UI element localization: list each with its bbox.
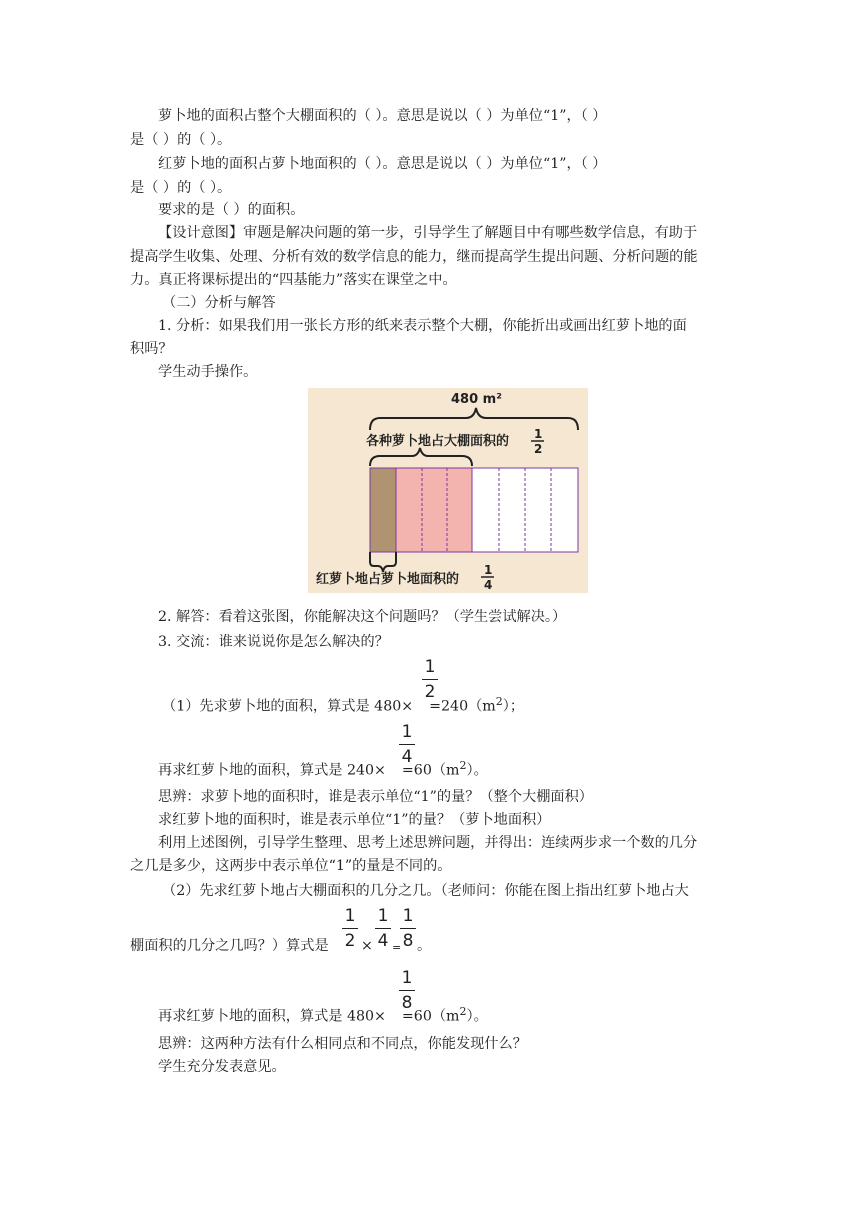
red-radish-frac-den: 4 xyxy=(484,578,493,592)
text-line: 之几是多少，这两步中表示单位“1”的量是不同的。 xyxy=(130,858,452,874)
numerator: 1 xyxy=(344,906,356,926)
formula-line xyxy=(158,1000,758,1029)
radish-frac-den: 2 xyxy=(534,442,543,456)
fraction-bar xyxy=(342,928,358,929)
formula-text: 棚面积的几分之几吗？）算式是 xyxy=(130,938,329,954)
text-line: 1. 分析：如果我们用一张长方形的纸来表示整个大棚，你能折出或画出红萝卜地的面 xyxy=(158,318,687,334)
formula-text: 再求红萝卜地的面积，算式是 480× xyxy=(158,1008,386,1025)
numerator: 1 xyxy=(402,906,414,926)
fraction xyxy=(398,722,416,767)
fraction xyxy=(374,906,392,951)
denominator: 8 xyxy=(401,993,413,1013)
total-brace xyxy=(370,408,578,430)
fraction xyxy=(398,968,416,1013)
total-label: 480 m² xyxy=(451,392,502,407)
period: 。 xyxy=(417,938,432,954)
text-line: 利用上述图例，引导学生整理、思考上述思辨问题，并得出：连续两步求一个数的几分 xyxy=(158,835,698,851)
red-radish-frac-num: 1 xyxy=(484,563,493,577)
formula-text: ）。 xyxy=(466,762,488,779)
formula-text: ）； xyxy=(502,698,525,715)
design-intent: 【设计意图】审题是解决问题的第一步，引导学生了解题目中有哪些数学信息，有助于 xyxy=(158,225,698,241)
text-line: 提高学生收集、处理、分析有效的数学信息的能力，继而提高学生提出问题、分析问题的能 xyxy=(130,249,698,265)
radish-label: 各种萝卜地占大棚面积的 xyxy=(366,434,510,449)
text-line: 要求的是（ ）的面积。 xyxy=(158,202,305,218)
numerator: 1 xyxy=(401,722,413,742)
denominator: 4 xyxy=(401,747,413,767)
fraction-bar xyxy=(399,744,415,745)
radish-frac-num: 1 xyxy=(534,427,543,441)
times-sign: × xyxy=(361,938,373,954)
text-line: 学生动手操作。 xyxy=(158,364,258,380)
text-line: 积吗？ xyxy=(130,341,173,357)
fraction xyxy=(341,906,359,951)
denominator: 4 xyxy=(377,931,389,951)
numerator: 1 xyxy=(377,906,389,926)
area-diagram xyxy=(308,388,588,593)
equals-sign: = xyxy=(392,941,402,954)
section-heading: （二）分析与解答 xyxy=(162,295,276,311)
red-radish-label: 红萝卜地占萝卜地面积的 xyxy=(316,572,460,587)
text-line: 求红萝卜地的面积时，谁是表示单位“1”的量？（萝卜地面积） xyxy=(158,812,551,828)
text-line: 力。真正将课标提出的“四基能力”落实在课堂之中。 xyxy=(130,272,457,288)
fraction xyxy=(421,657,439,702)
text-line: 是（ ）的（ ）。 xyxy=(130,132,232,148)
formula-text: =60（m xyxy=(401,1008,460,1025)
fraction-bar xyxy=(422,679,438,680)
superscript: 2 xyxy=(459,1005,467,1018)
superscript: 2 xyxy=(495,695,503,708)
fraction-bar xyxy=(400,928,416,929)
text-line: 3. 交流：谁来说说你是怎么解决的？ xyxy=(158,634,389,650)
text-line: 学生充分发表意见。 xyxy=(158,1059,286,1075)
fraction-bar xyxy=(399,990,415,991)
formula-text: ）。 xyxy=(466,1008,488,1025)
radish-area xyxy=(396,468,472,552)
text-line: （2）先求红萝卜地占大棚面积的几分之几。（老师问：你能在图上指出红萝卜地占大 xyxy=(162,883,689,899)
denominator: 8 xyxy=(402,931,414,951)
formula-text: =60（m xyxy=(401,762,460,779)
text-line: 是（ ）的（ ）。 xyxy=(130,180,232,196)
formula-line xyxy=(162,690,762,719)
numerator: 1 xyxy=(401,968,413,988)
radish-brace xyxy=(370,448,472,466)
numerator: 1 xyxy=(424,657,436,677)
denominator: 2 xyxy=(344,931,356,951)
formula-text: 再求红萝卜地的面积，算式是 240× xyxy=(158,762,386,779)
formula-text: =240（m xyxy=(429,698,496,715)
formula-text: （1）先求萝卜地的面积，算式是 480× xyxy=(162,698,414,715)
formula-line xyxy=(158,754,758,783)
text-line: 萝卜地的面积占整个大棚面积的（ ）。意思是说以（ ）为单位“1”，（ ） xyxy=(158,108,607,124)
fraction xyxy=(399,906,417,951)
red-radish-brace xyxy=(370,552,396,572)
text-line: 红萝卜地的面积占萝卜地面积的（ ）。意思是说以（ ）为单位“1”，（ ） xyxy=(158,156,607,172)
area-diagram-svg xyxy=(308,388,588,593)
denominator: 2 xyxy=(424,682,436,702)
text-line: 思辨：求萝卜地的面积时，谁是表示单位“1”的量？（整个大棚面积） xyxy=(158,789,593,805)
superscript: 2 xyxy=(459,759,467,772)
text-line: 2. 解答：看着这张图，你能解决这个问题吗？（学生尝试解决。） xyxy=(158,609,567,625)
red-radish-area xyxy=(370,468,396,552)
text-line: 思辨：这两种方法有什么相同点和不同点，你能发现什么？ xyxy=(158,1036,527,1052)
fraction-bar xyxy=(375,928,391,929)
